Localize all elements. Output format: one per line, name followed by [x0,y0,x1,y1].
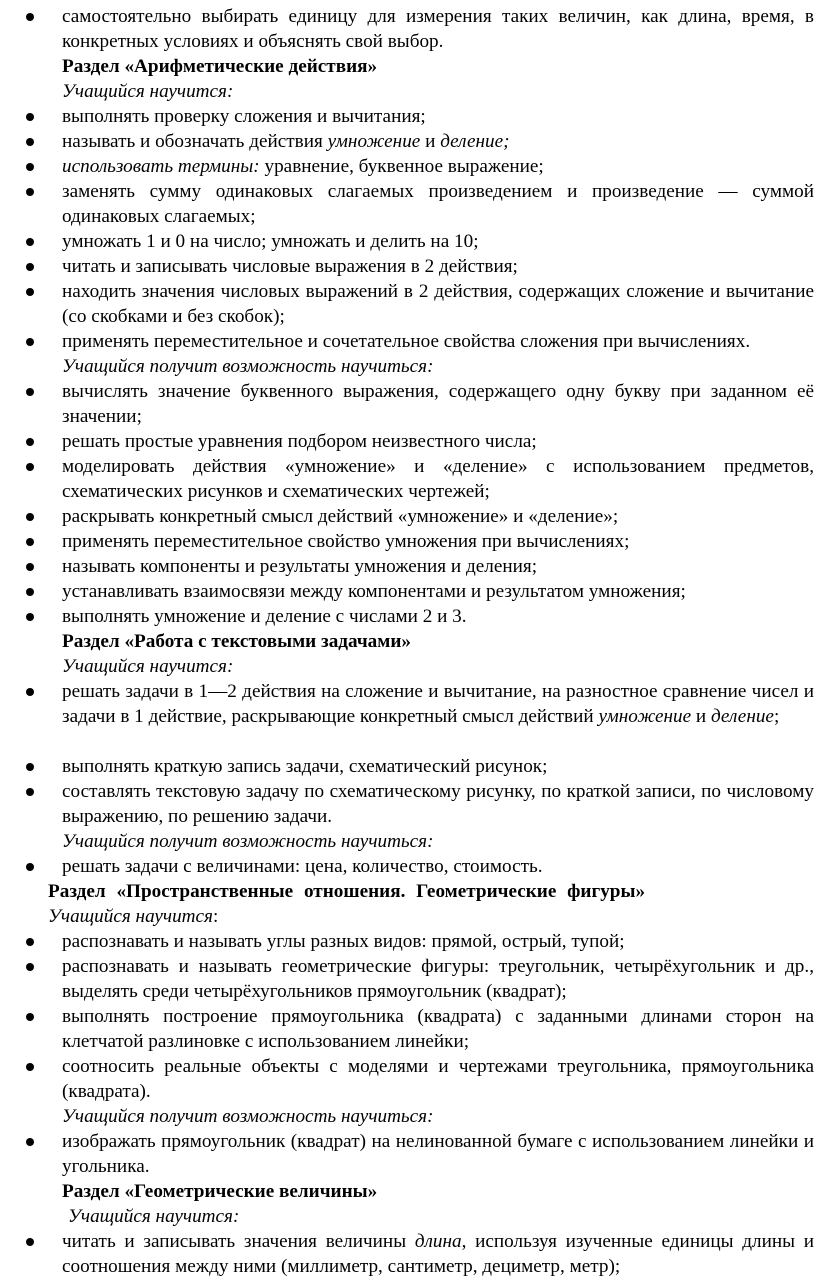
bullet-icon [26,688,34,696]
list-item-text [62,129,814,154]
list-item-text: выполнять краткую запись задачи, схематический рисунок; [62,756,548,777]
italic-term: умножение [598,706,692,727]
italic-term: деление [710,706,774,727]
subheading [0,1104,816,1129]
bullet-icon [26,1238,34,1246]
list-item-text: решать задачи с величинами: цена, количество, стоимость. [62,856,543,877]
section-heading-text: Раздел «Работа с текстовыми задачами» [62,631,411,652]
subheading [0,829,816,854]
bullet-icon [26,263,34,271]
text-run: уравнение, буквенное выражение; [259,156,544,177]
list-item-text: распознавать и называть углы разных видов: прямой, острый, тупой; [62,931,625,952]
list-item-text: составлять текстовую задачу по схематическому рисунку, по краткой записи, по числовому выражению, по решению задачи. [62,781,814,827]
bullet-icon [26,538,34,546]
subheading [0,654,816,679]
list-item [0,254,816,279]
subheading-text: Учащийся получит возможность научиться: [62,831,434,852]
list-item-text: заменять сумму одинаковых слагаемых произведением и произведение — суммой одинаковых слагаемых; [62,181,814,227]
list-item [0,854,816,879]
bullet-icon [26,788,34,796]
list-item [0,604,816,629]
list-item-text: изображать прямоугольник (квадрат) на нелинованной бумаге с использованием линейки и угольника. [62,1131,814,1177]
bullet-icon [26,1063,34,1071]
list-item-text: умножать 1 и 0 на число; умножать и делить на 10; [62,231,479,252]
bullet-icon [26,863,34,871]
list-item [0,929,816,954]
section-heading-text: Раздел «Арифметические действия» [62,56,378,77]
list-item-text: находить значения числовых выражений в 2 действия, содержащих сложение и вычитание (со скобками и без скобок); [62,281,814,327]
bullet-icon [26,588,34,596]
list-item [0,429,816,454]
subheading-text: Учащийся научится: [68,1206,240,1227]
section-heading [0,629,816,654]
list-item [0,279,816,329]
italic-term: длина [414,1231,462,1252]
subheading-text: Учащийся получит возможность научиться: [62,1106,434,1127]
list-item-text: раскрывать конкретный смысл действий «умножение» и «деление»; [62,506,619,527]
list-item [0,379,816,429]
bullet-icon [26,963,34,971]
list-item [0,1004,816,1054]
list-item-text: выполнять умножение и деление с числами 2 и 3. [62,606,467,627]
list-item-text: соотносить реальные объекты с моделями и чертежами треугольника, прямоугольника (квадрата). [62,1056,814,1102]
text-run: решать задачи в 1—2 действия на сложение и вычитание, на разностное сравнение чисел и задачи в 1 действие, раскрывающие конкретный смысл действий [62,681,814,727]
bullet-icon [26,388,34,396]
bullet-icon [26,513,34,521]
list-item [0,179,816,229]
list-item-text: выполнять построение прямоугольника (квадрата) с заданными длинами сторон на клетчатой разлиновке с использованием линейки; [62,1006,814,1052]
bullet-icon [26,463,34,471]
section-heading [0,879,816,904]
text-run: Учащийся научится [48,906,213,927]
list-item-text: читать и записывать числовые выражения в 2 действия; [62,256,518,277]
list-item-text: применять переместительное свойство умножения при вычислениях; [62,531,630,552]
subheading [0,1204,816,1229]
subheading [0,904,816,929]
list-item [0,504,816,529]
bullet-icon [26,938,34,946]
list-item-text: распознавать и называть геометрические фигуры: треугольник, четырёхугольник и др., выделять среди четырёхугольников прямоугольник (квадрат); [62,956,814,1002]
bullet-icon [26,1013,34,1021]
list-item-text [62,154,814,179]
bullet-icon [26,113,34,121]
list-item [0,129,816,154]
bullet-icon [26,613,34,621]
text-run: читать и записывать значения величины [62,1231,415,1252]
bullet-icon [26,138,34,146]
italic-term: деление; [440,131,510,152]
list-item-text: называть компоненты и результаты умножения и деления; [62,556,538,577]
subheading [0,79,816,104]
subheading-text [48,904,218,929]
list-item-text: вычислять значение буквенного выражения, содержащего одну букву при заданном её значении; [62,381,814,427]
list-item [0,154,816,179]
bullet-icon [26,1138,34,1146]
italic-term: умножение [327,131,421,152]
section-heading [0,54,816,79]
list-item-text [62,1229,814,1279]
section-heading [0,1179,816,1204]
list-item [0,1229,816,1279]
list-item [0,554,816,579]
list-item [0,954,816,1004]
list-item [0,579,816,604]
bullet-icon [26,563,34,571]
list-item-text: выполнять проверку сложения и вычитания; [62,106,426,127]
list-item [0,1129,816,1179]
bullet-icon [26,163,34,171]
list-item [0,779,816,829]
bullet-icon [26,238,34,246]
italic-term: использовать термины: [62,156,260,177]
bullet-icon [26,188,34,196]
list-item-text [62,679,814,729]
list-item [0,229,816,254]
list-item-text: моделировать действия «умножение» и «деление» с использованием предметов, схематических рисунков и схематических чертежей; [62,456,814,502]
list-item [0,4,816,54]
bullet-icon [26,13,34,21]
subheading-text: Учащийся получит возможность научиться: [62,356,434,377]
list-item [0,454,816,504]
text-run: и [420,131,441,152]
text-run: и [691,706,711,727]
section-heading-text: Раздел «Пространственные отношения. Геометрические фигуры» [48,881,646,902]
subheading-text: Учащийся научится: [62,81,234,102]
list-item [0,1054,816,1104]
text-run: , используя изученные единицы длины и соотношения между ними (миллиметр, сантиметр, дециметр, метр); [62,1231,814,1277]
bullet-icon [26,338,34,346]
text-run: : [212,906,219,927]
subheading [0,354,816,379]
subheading-text: Учащийся научится: [62,656,234,677]
list-item [0,104,816,129]
list-item [0,329,816,354]
bullet-icon [26,763,34,771]
text-run: ; [773,706,780,727]
section-heading-text: Раздел «Геометрические величины» [62,1181,378,1202]
list-item-text: решать простые уравнения подбором неизвестного числа; [62,431,537,452]
list-item-text: самостоятельно выбирать единицу для измерения таких величин, как длина, время, в конкретных условиях и объяснять свой выбор. [62,6,814,52]
list-item [0,529,816,554]
list-item [0,679,816,754]
bullet-icon [26,438,34,446]
list-item-text: устанавливать взаимосвязи между компонентами и результатом умножения; [62,581,686,602]
list-item-text: применять переместительное и сочетательное свойства сложения при вычислениях. [62,331,751,352]
text-run: называть и обозначать действия [62,131,328,152]
list-item [0,754,816,779]
bullet-icon [26,288,34,296]
